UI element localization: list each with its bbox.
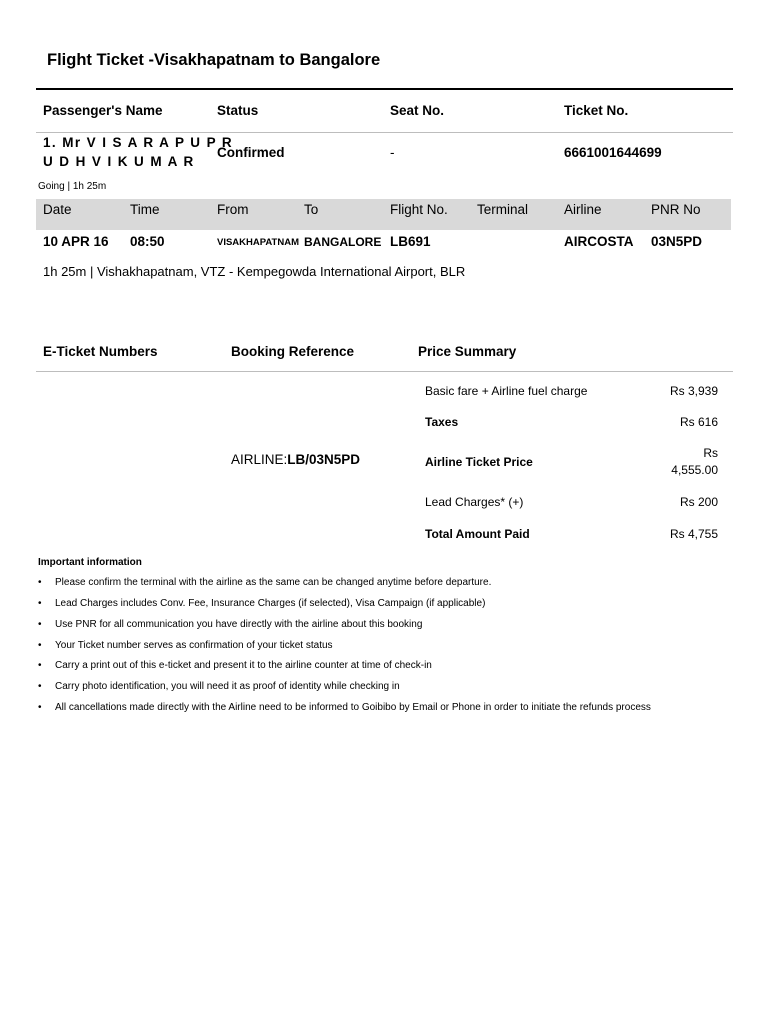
passenger-seat: -: [390, 145, 395, 160]
ticket-price-value-line1: Rs: [703, 446, 718, 460]
bullet-icon: •: [38, 702, 42, 713]
info-item: Carry a print out of this e-ticket and present it to the airline counter at time of check-in: [55, 660, 432, 671]
header-price-summary: Price Summary: [418, 344, 517, 359]
bullet-icon: •: [38, 577, 42, 588]
flight-number: LB691: [390, 234, 431, 249]
lead-charges-value: Rs 200: [679, 495, 718, 509]
header-status: Status: [217, 103, 259, 118]
bullet-icon: •: [38, 660, 42, 671]
page-title: Flight Ticket -Visakhapatnam to Bangalore: [47, 51, 381, 69]
header-seat-no: Seat No.: [390, 103, 445, 118]
important-info-title: Important information: [38, 557, 142, 568]
info-item: Lead Charges includes Conv. Fee, Insurance Charges (if selected), Visa Campaign (if applicable): [55, 598, 486, 609]
info-item: Your Ticket number serves as confirmation of your ticket status: [55, 640, 333, 651]
header-ticket-no: Ticket No.: [564, 103, 629, 118]
ticket-price-label: Airline Ticket Price: [425, 455, 533, 469]
flight-pnr: 03N5PD: [651, 234, 703, 249]
taxes-label: Taxes: [425, 415, 459, 429]
info-item: All cancellations made directly with the Airline need to be informed to Goibibo by Email or Phone in order to initiate the refunds process: [55, 702, 651, 713]
basic-fare-value: Rs 3,939: [669, 384, 718, 398]
booking-reference-value: [231, 452, 360, 467]
bullet-icon: •: [38, 640, 42, 651]
passenger-header-divider: [36, 132, 733, 133]
info-item: Please confirm the terminal with the airline as the same can be changed anytime before departure.: [55, 577, 492, 588]
total-amount-label: Total Amount Paid: [425, 527, 530, 541]
lead-charges-label: Lead Charges* (+): [425, 495, 524, 509]
taxes-value: Rs 616: [679, 415, 718, 429]
flight-time: 08:50: [130, 234, 165, 249]
bullet-icon: •: [38, 598, 42, 609]
header-passenger-name: Passenger's Name: [43, 103, 163, 118]
basic-fare-label: Basic fare + Airline fuel charge: [425, 384, 588, 398]
route-summary: 1h 25m | Vishakhapatnam, VTZ - Kempegowda International Airport, BLR: [43, 264, 466, 279]
passenger-ticket-number: 6661001644699: [564, 145, 662, 160]
flight-header-time: Time: [130, 202, 160, 217]
info-item: Carry photo identification, you will need it as proof of identity while checking in: [55, 681, 400, 692]
header-booking-reference: Booking Reference: [231, 344, 355, 359]
flight-to: BANGALORE: [304, 235, 382, 249]
flight-header-pnr: PNR No: [651, 202, 701, 217]
flight-from: VISAKHAPATNAM: [217, 237, 299, 248]
passenger-status: Confirmed: [217, 145, 285, 160]
flight-airline: AIRCOSTA: [564, 234, 634, 249]
flight-header-to: To: [304, 202, 319, 217]
bullet-icon: •: [38, 681, 42, 692]
booking-reference-code: LB/03N5PD: [287, 452, 361, 467]
flight-header-date: Date: [43, 202, 72, 217]
flight-header-flight-no: Flight No.: [390, 202, 448, 217]
summary-header-divider: [36, 371, 733, 372]
ticket-price-value-line2: 4,555.00: [671, 463, 718, 477]
bullet-icon: •: [38, 619, 42, 630]
header-eticket-numbers: E-Ticket Numbers: [43, 344, 158, 359]
flight-header-from: From: [217, 202, 249, 217]
flight-header-terminal: Terminal: [477, 202, 529, 217]
flight-date: 10 APR 16: [43, 234, 109, 249]
passenger-name-line1: 1. Mr V I S A R A P U P R: [43, 135, 234, 150]
booking-reference-prefix: AIRLINE:: [231, 452, 288, 467]
title-divider: [36, 88, 733, 90]
flight-header-airline: Airline: [564, 202, 602, 217]
going-duration-label: Going | 1h 25m: [38, 181, 107, 192]
info-item: Use PNR for all communication you have directly with the airline about this booking: [55, 619, 423, 630]
total-amount-value: Rs 4,755: [669, 527, 718, 541]
passenger-name-line2: U D H V I K U M A R: [43, 154, 195, 169]
